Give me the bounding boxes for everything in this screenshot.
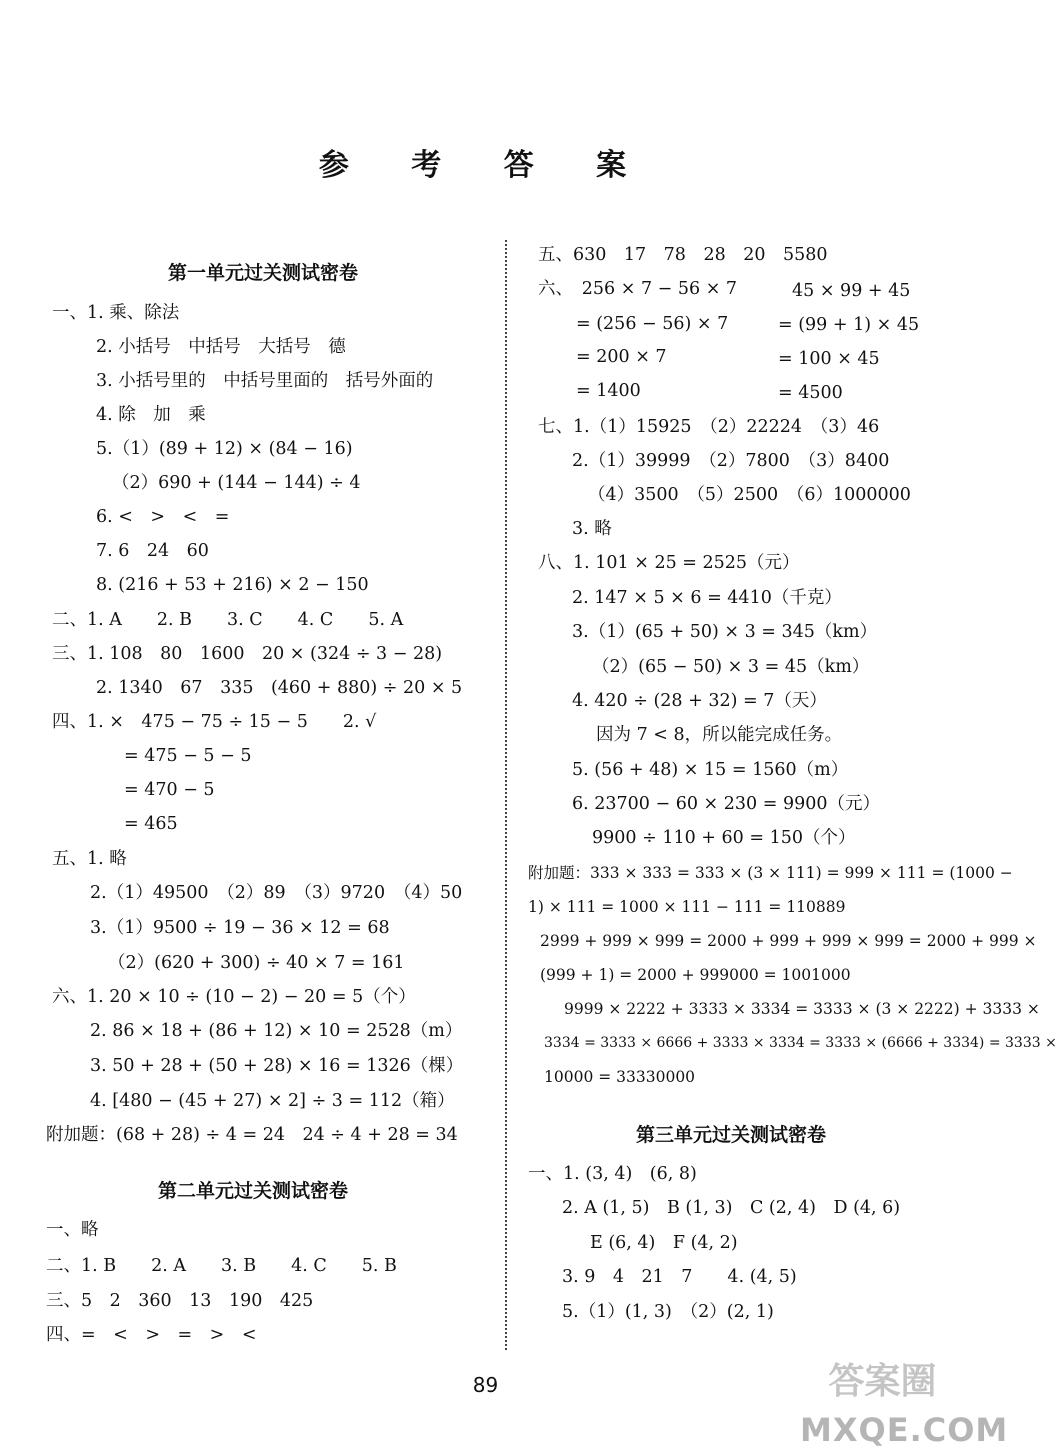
answer-line: E (6, 4) F (4, 2)	[590, 1233, 738, 1253]
answer-line: （2）(65 − 50) × 3 = 45（km）	[592, 657, 870, 677]
answer-line: 六、 256 × 7 − 56 × 7	[538, 279, 738, 299]
unit1-heading: 第一单元过关测试密卷	[168, 262, 359, 284]
answer-line: 一、1. (3, 4) (6, 8)	[528, 1164, 697, 1184]
answer-line: 四、1. × 475 − 75 ÷ 15 − 5 2. √	[52, 712, 377, 732]
answer-line: 5.（1）(89 + 12) × (84 − 16)	[96, 439, 353, 459]
answer-line: 5.（1）(1, 3) （2）(2, 1)	[562, 1302, 774, 1322]
answer-line: 三、1. 108 80 1600 20 × (324 ÷ 3 − 28)	[52, 644, 443, 664]
answer-line: 二、1. A 2. B 3. C 4. C 5. A	[52, 610, 404, 630]
answer-line: 2999 + 999 × 999 = 2000 + 999 + 999 × 999 = 2000 + 999 ×	[540, 932, 1037, 950]
answer-line: 2. 小括号 中括号 大括号 德	[96, 337, 346, 357]
answer-line: 3. 9 4 21 7 4. (4, 5)	[562, 1267, 797, 1287]
answer-line: 3.（1）9500 ÷ 19 − 36 × 12 = 68	[90, 918, 390, 938]
answer-line: 八、1. 101 × 25 = 2525（元）	[538, 553, 800, 573]
answer-line: = 4500	[778, 383, 843, 403]
answer-line: = 1400	[576, 381, 641, 401]
answer-line: （4）3500 （5）2500 （6）1000000	[588, 485, 911, 505]
answer-line: 3. 略	[572, 519, 612, 539]
watermark-logo: 答案圈	[828, 1361, 937, 1402]
answer-line: = 100 × 45	[778, 349, 880, 369]
answer-line: 4. [480 − (45 + 27) × 2] ÷ 3 = 112（箱）	[90, 1091, 455, 1111]
answer-line: = 475 − 5 − 5	[124, 746, 252, 766]
answer-line: 五、1. 略	[52, 849, 127, 869]
answer-line: 6. < > < =	[96, 507, 230, 527]
answer-line: 2. A (1, 5) B (1, 3) C (2, 4) D (4, 6)	[562, 1198, 901, 1218]
watermark-url: MXQE.COM	[800, 1411, 1009, 1449]
answer-line: 1) × 111 = 1000 × 111 − 111 = 110889	[528, 898, 846, 916]
answer-line: 2.（1）49500 （2）89 （3）9720 （4）50	[90, 883, 463, 903]
answer-line: 2.（1）39999 （2）7800 （3）8400	[572, 451, 890, 471]
answer-line: = (99 + 1) × 45	[778, 315, 920, 335]
answer-line: 五、630 17 78 28 20 5580	[538, 245, 828, 265]
answer-line: 4. 420 ÷ (28 + 32) = 7（天）	[572, 691, 827, 711]
page-title: 参 考 答 案	[318, 148, 653, 183]
answer-line: = (256 − 56) × 7	[576, 314, 729, 334]
unit2-heading: 第二单元过关测试密卷	[158, 1180, 349, 1202]
answer-line: 一、1. 乘、除法	[52, 303, 180, 323]
page-number: 89	[472, 1373, 499, 1397]
answer-line: 附加题：(68 + 28) ÷ 4 = 24 24 ÷ 4 + 28 = 34	[46, 1125, 458, 1145]
answer-line: = 470 − 5	[124, 780, 215, 800]
answer-line: 一、略	[46, 1220, 99, 1240]
answer-line: 10000 = 33330000	[544, 1068, 696, 1086]
answer-line: 5. (56 + 48) × 15 = 1560（m）	[572, 760, 849, 780]
answer-line: 2. 147 × 5 × 6 = 4410（千克）	[572, 588, 842, 608]
answer-line: = 465	[124, 814, 178, 834]
answer-line: 4. 除 加 乘	[96, 405, 206, 425]
answer-line: 四、= < > = > <	[46, 1325, 257, 1345]
answer-line: 二、1. B 2. A 3. B 4. C 5. B	[46, 1256, 397, 1276]
answer-line: （2）(620 + 300) ÷ 40 × 7 = 161	[108, 953, 405, 973]
answer-line: 七、1.（1）15925 （2）22224 （3）46	[538, 417, 880, 437]
answer-line: (999 + 1) = 2000 + 999000 = 1001000	[540, 966, 851, 984]
answer-line: 7. 6 24 60	[96, 541, 209, 561]
answer-line: 2. 86 × 18 + (86 + 12) × 10 = 2528（m）	[90, 1021, 463, 1041]
answer-line: 3.（1）(65 + 50) × 3 = 345（km）	[572, 622, 878, 642]
answer-line: 9900 ÷ 110 + 60 = 150（个）	[592, 828, 856, 848]
answer-line: 3334 = 3333 × 6666 + 3333 × 3334 = 3333 × (6666 + 3334) = 3333 ×	[544, 1035, 1057, 1051]
answer-line: 因为 7 < 8，所以能完成任务。	[596, 725, 843, 745]
answer-line: 三、5 2 360 13 190 425	[46, 1291, 314, 1311]
answer-line: 9999 × 2222 + 3333 × 3334 = 3333 × (3 × 2222) + 3333 ×	[564, 1000, 1040, 1018]
answer-line: （2）690 + (144 − 144) ÷ 4	[112, 473, 361, 493]
answer-line: 8. (216 + 53 + 216) × 2 − 150	[96, 575, 369, 595]
answer-line: = 200 × 7	[576, 347, 667, 367]
column-divider	[505, 240, 507, 1350]
answer-line: 45 × 99 + 45	[792, 281, 911, 301]
unit3-heading: 第三单元过关测试密卷	[636, 1124, 827, 1146]
answer-line: 6. 23700 − 60 × 230 = 9900（元）	[572, 794, 881, 814]
answer-line: 附加题：333 × 333 = 333 × (3 × 111) = 999 × 111 = (1000 −	[528, 864, 1013, 882]
answer-line: 3. 小括号里的 中括号里面的 括号外面的	[96, 371, 434, 391]
answer-line: 六、1. 20 × 10 ÷ (10 − 2) − 20 = 5（个）	[52, 987, 416, 1007]
answer-line: 3. 50 + 28 + (50 + 28) × 16 = 1326（棵）	[90, 1056, 464, 1076]
answer-line: 2. 1340 67 335 (460 + 880) ÷ 20 × 5	[96, 678, 463, 698]
